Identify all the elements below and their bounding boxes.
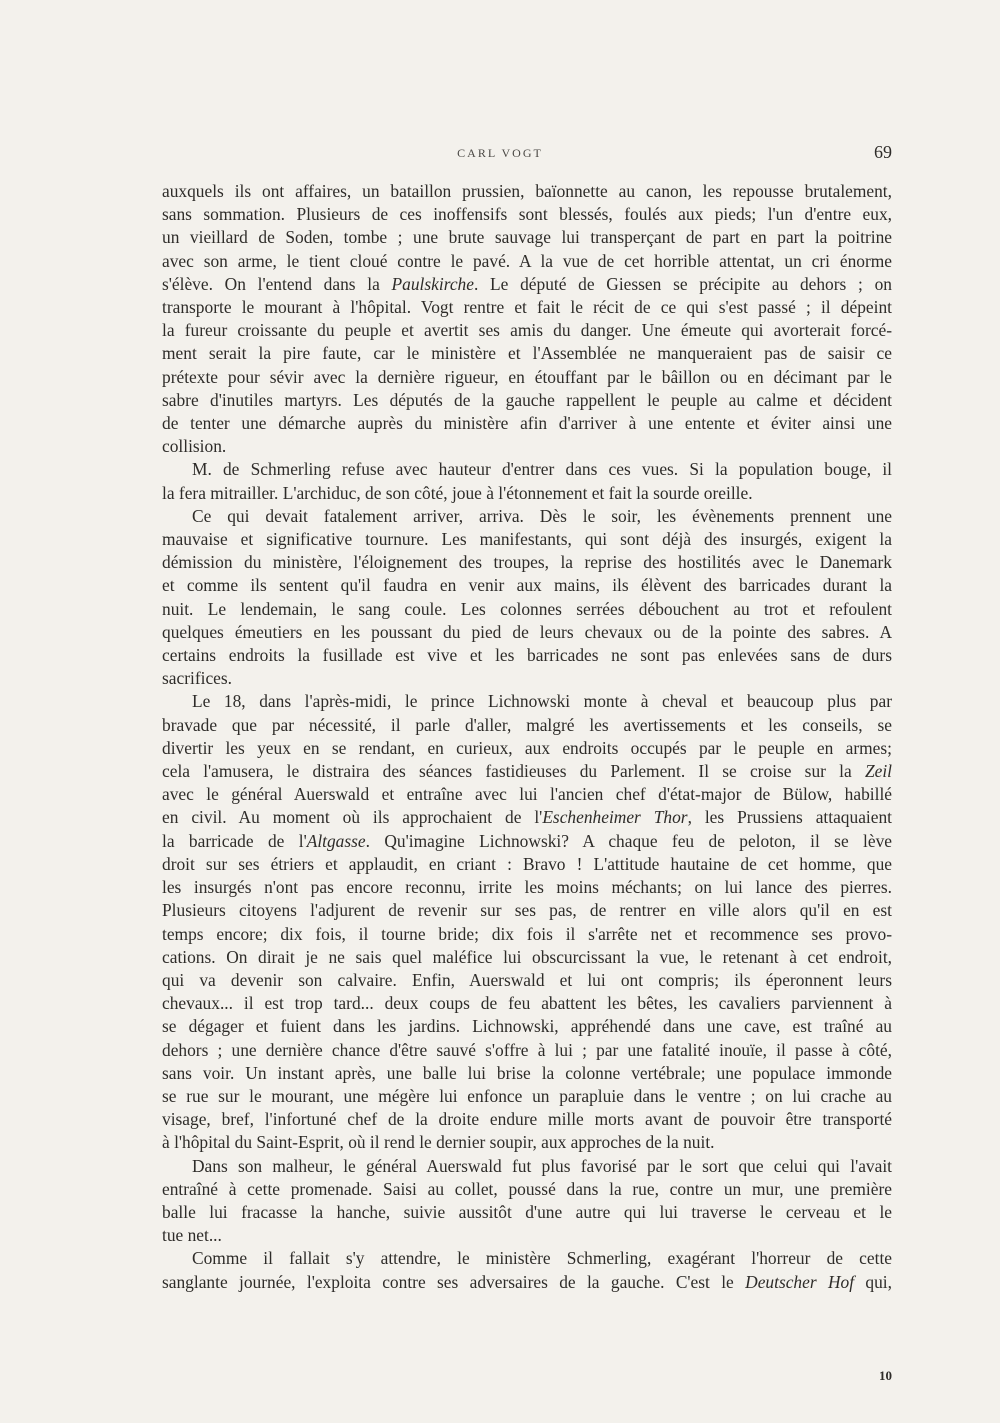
text-line: s'élève. On l'entend dans la Paulskirche. Le député de Giessen se précipite au dehors ; on xyxy=(162,273,892,294)
text-line: se dégager et fuient dans les jardins. Lichnowski, appréhendé dans une cave, est traîné au xyxy=(162,1016,892,1037)
text-line: Dans son malheur, le général Auerswald fut plus favorisé par le sort que celui qui l'avait xyxy=(192,1155,892,1176)
text-line: sabre d'inutiles martyrs. Les députés de la gauche rappellent le peuple au calme et décident xyxy=(162,389,892,410)
text-line: sans voir. Un instant après, une balle lui brise la colonne vertébrale; une populace immonde xyxy=(162,1062,892,1083)
text-line: collision. xyxy=(162,436,227,457)
text-line: avec le général Auerswald et entraîne avec lui l'ancien chef d'état-major de Bülow, habillé xyxy=(162,784,892,805)
text-line: certains endroits la fusillade est vive et les barricades ne sont pas enlevées sans de durs xyxy=(162,645,892,666)
text-line: auxquels ils ont affaires, un bataillon prussien, baïonnette au canon, les repousse brutalement, xyxy=(162,181,892,201)
text-line: temps encore; dix fois, il tourne bride; dix fois il s'arrête net et recommence ses provo- xyxy=(162,923,892,944)
text-line: M. de Schmerling refuse avec hauteur d'entrer dans ces vues. Si la population bouge, il xyxy=(192,459,892,480)
text-line: Comme il fallait s'y attendre, le ministère Schmerling, exagérant l'horreur de cette xyxy=(192,1248,892,1269)
text-line: Plusieurs citoyens l'adjurent de revenir sur ses pas, de rentrer en ville alors qu'il en est xyxy=(162,900,892,921)
italic-term: Zeil xyxy=(864,761,892,782)
text-line: sans sommation. Plusieurs de ces inoffensifs sont blessés, foulés aux pieds; l'un d'entre eux, xyxy=(162,204,892,225)
text-line: dehors ; une dernière chance d'être sauvé s'offre à lui ; par une fatalité inouïe, il passe à côté, xyxy=(162,1039,892,1060)
text-line: tue net... xyxy=(162,1225,222,1246)
text-line: se rue sur le mourant, une mégère lui enfonce un parapluie dans le ventre ; on lui crache au xyxy=(162,1085,892,1106)
text-line: la barricade de l'Altgasse. Qu'imagine Lichnowski? A chaque feu de peloton, il se lève xyxy=(162,830,892,851)
text-line: bravade que par nécessité, il parle d'aller, malgré les avertissements et les conseils, se xyxy=(162,714,892,735)
text-line: divertir les yeux en se rendant, en curieux, aux endroits occupés par le peuple en armes; xyxy=(162,737,892,758)
text-line: Le 18, dans l'après-midi, le prince Lichnowski monte à cheval et beaucoup plus par xyxy=(192,691,892,712)
text-line: qui va devenir son calvaire. Enfin, Auerswald et lui ont compris; ils éperonnent leurs xyxy=(162,969,892,990)
text-line: à l'hôpital du Saint-Esprit, où il rend le dernier soupir, aux approches de la nuit. xyxy=(162,1132,715,1153)
text-line: de tenter une démarche auprès du ministère afin d'arriver à une entente et éviter ainsi une xyxy=(162,413,892,434)
italic-term: Eschenheimer Thor xyxy=(542,807,688,828)
text-line: chevaux... il est trop tard... deux coups de feu abattent les bêtes, les cavaliers parviennent à xyxy=(162,993,892,1014)
italic-term: Deutscher Hof xyxy=(745,1271,855,1292)
text-line: quelques émeutiers en les poussant du pied de leurs chevaux ou de la pointe des sabres. A xyxy=(162,621,892,642)
text-line: ment serait la pire faute, car le ministère et l'Assemblée ne manqueraient pas de saisir ce xyxy=(162,343,892,364)
text-line: un vieillard de Soden, tombe ; une brute sauvage lui transperçant de part en part la poitrine xyxy=(162,227,892,248)
text-line: la fureur croissante du peuple et avertit ses amis du danger. Une émeute qui avorterait forcé- xyxy=(162,320,892,341)
italic-term: Paulskirche xyxy=(391,273,474,294)
text-line: droit sur ses étriers et applaudit, en criant : Bravo ! L'attitude hautaine de cet homme, que xyxy=(162,853,892,874)
text-line: en civil. Au moment où ils approchaient de l'Eschenheimer Thor, les Prussiens attaquaient xyxy=(162,807,892,828)
text-line: cela l'amusera, le distraira des séances fastidieuses du Parlement. Il se croise sur la Zeil xyxy=(162,761,892,782)
italic-term: Altgasse xyxy=(306,830,366,851)
body-text xyxy=(162,180,892,1294)
text-line: visage, bref, l'infortuné chef de la droite endure mille morts avant de pouvoir être transporté xyxy=(162,1109,892,1130)
text-line: sanglante journée, l'exploita contre ses adversaires de la gauche. C'est le Deutscher Hof qui, xyxy=(162,1271,892,1292)
text-line: avec son arme, le tient cloué contre le pavé. A la vue de cet horrible attentat, un cri énorme xyxy=(162,250,892,271)
text-line: nuit. Le lendemain, le sang coule. Les colonnes serrées débouchent au trot et refoulent xyxy=(162,598,892,619)
text-line: et comme ils sentent qu'il faudra en venir aux mains, ils élèvent des barricades durant la xyxy=(162,575,892,596)
page-number: 69 xyxy=(874,142,892,162)
text-line: prétexte pour sévir avec la dernière rigueur, en étouffant par le bâillon ou en décimant par le xyxy=(162,366,892,387)
text-line: mauvaise et significative tournure. Les manifestants, qui sont déjà des insurgés, exigent la xyxy=(162,529,892,550)
text-line: entraîné à cette promenade. Saisi au collet, poussé dans la rue, contre un mur, une première xyxy=(162,1178,892,1199)
signature-mark: 10 xyxy=(879,1368,892,1383)
text-line: transporte le mourant à l'hôpital. Vogt rentre et fait le récit de ce qui s'est passé ; il dépeint xyxy=(162,297,892,318)
text-line: Ce qui devait fatalement arriver, arriva. Dès le soir, les évènements prennent une xyxy=(192,505,892,526)
running-title: CARL VOGT xyxy=(457,146,543,160)
text-line: démission du ministère, l'éloignement des troupes, la reprise des hostilités avec le Danemark xyxy=(162,552,892,573)
text-line: cations. On dirait je ne sais quel maléfice lui obscurcissant la vue, le retenant à cet endroit, xyxy=(162,946,892,967)
text-line: balle lui fracasse la hanche, suivie aussitôt d'une autre qui lui traverse le cerveau et le xyxy=(162,1201,892,1222)
text-line: sacrifices. xyxy=(162,668,233,689)
text-line: la fera mitrailler. L'archiduc, de son côté, joue à l'étonnement et fait la sourde oreille. xyxy=(162,482,753,503)
text-line: les insurgés n'ont pas encore reconnu, irrite les moins méchants; on lui lance des pierres. xyxy=(162,877,892,898)
